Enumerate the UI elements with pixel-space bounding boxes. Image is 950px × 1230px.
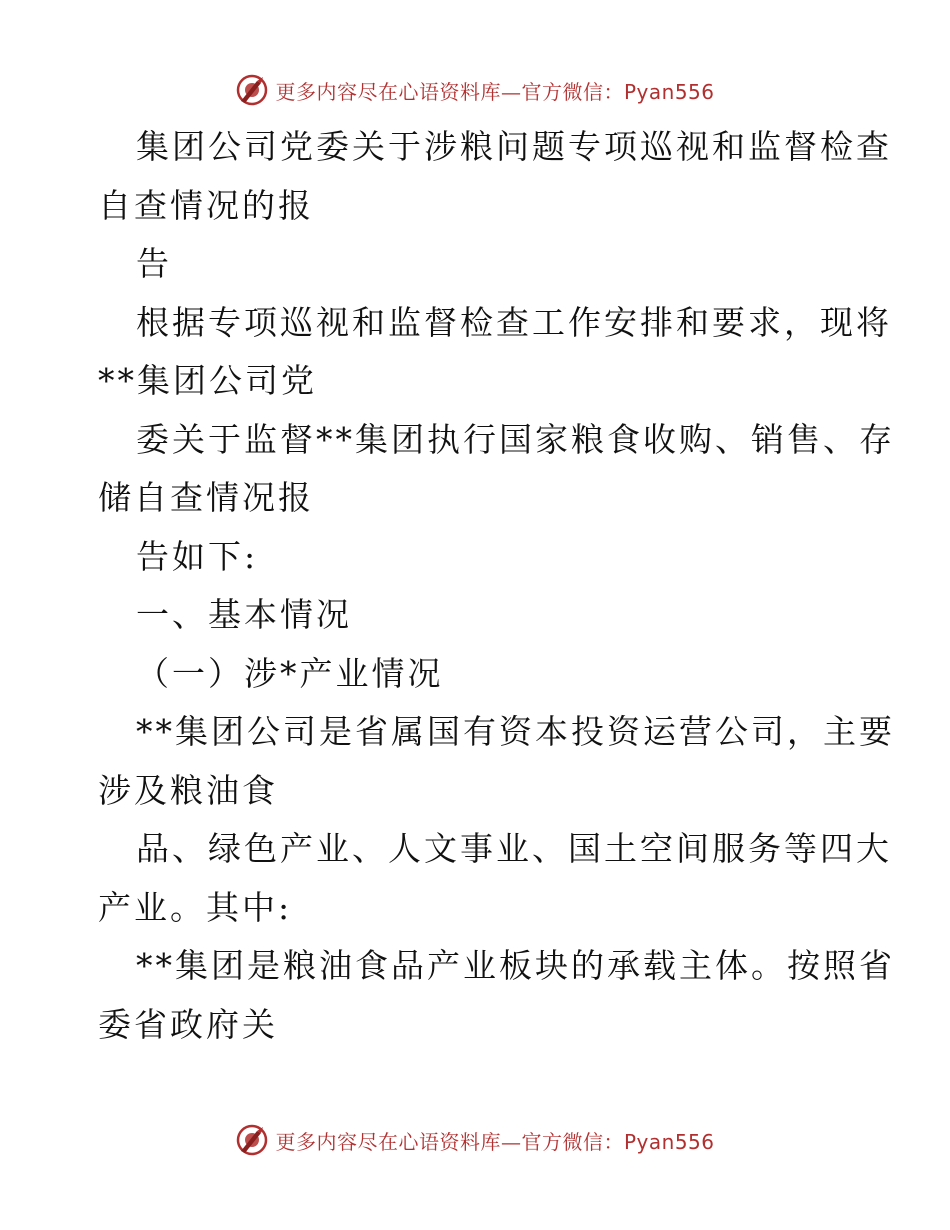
paragraph-line: 储自查情况报 (98, 478, 314, 517)
paragraph-line: 产业。其中: (98, 887, 293, 927)
paragraph-line: 告如下: (136, 536, 259, 576)
title-line-1: 集团公司党委关于涉粮问题专项巡视和监督检查 (136, 127, 892, 166)
watermark-dash: — (500, 79, 522, 104)
watermark-title: 更多内容尽在心语资料库 (275, 79, 501, 104)
watermark-wechat-id: Pyan556 (623, 79, 715, 104)
paragraph-line: **集团公司是省属国有资本投资运营公司，主要 (136, 712, 895, 751)
section-heading: 一、基本情况 (136, 595, 352, 634)
watermark-text (275, 1126, 714, 1155)
paragraph-line: 根据专项巡视和监督检查工作安排和要求，现将 (136, 302, 892, 342)
watermark-title: 更多内容尽在心语资料库 (275, 1129, 501, 1154)
quill-seal-icon (235, 1123, 269, 1157)
header-watermark-banner (0, 70, 950, 110)
footer-watermark-banner (0, 1120, 950, 1160)
subsection-heading: （一）涉*产业情况 (136, 653, 444, 693)
watermark-wechat-id: Pyan556 (623, 1129, 715, 1154)
quill-seal-icon (235, 73, 269, 107)
paragraph-line: **集团是粮油食品产业板块的承载主体。按照省 (136, 946, 895, 985)
title-line-2: 自查情况的报 (98, 185, 314, 225)
paragraph-line: 委关于监督**集团执行国家粮食收购、销售、存 (136, 419, 895, 459)
paragraph-line: 涉及粮油食 (98, 770, 278, 810)
watermark-wechat-label: 官方微信： (521, 79, 624, 104)
document-body (98, 118, 895, 1054)
watermark-dash: — (500, 1129, 522, 1154)
watermark-text (275, 76, 714, 105)
paragraph-line: 品、绿色产业、人文事业、国土空间服务等四大 (136, 829, 892, 868)
title-line-3: 告 (136, 244, 172, 283)
watermark-wechat-label: 官方微信： (521, 1129, 624, 1154)
paragraph-line: **集团公司党 (98, 361, 317, 400)
paragraph-line: 委省政府关 (98, 1004, 278, 1044)
